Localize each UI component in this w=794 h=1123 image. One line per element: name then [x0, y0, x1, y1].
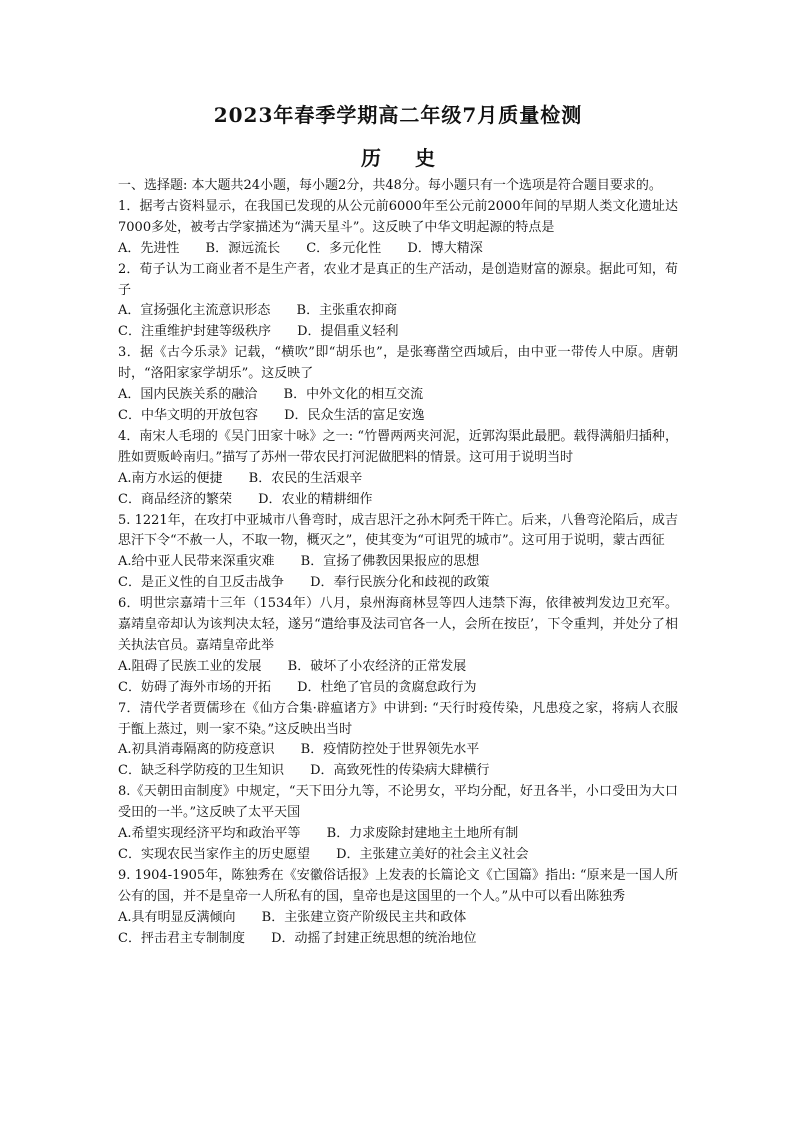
option-d: D．民众生活的富足安逸 — [284, 407, 425, 423]
option-c: C．商品经济的繁荣 — [118, 491, 232, 507]
question-7 — [118, 699, 678, 783]
question-stem: 2．荀子认为工商业者不是生产者，农业才是真正的生产活动，是创造财富的源泉。据此可知，荀子 — [118, 261, 678, 298]
question-stem: 5. 1221年，在攻打中亚城市八鲁弯时，成吉思汗之孙木阿禿干阵亡。后来，八鲁弯沦陷后，成吉思汗下令“不赦一人，不取一物，概灭之”，使其变为“可诅咒的城市”。这可用于说明，蒙古西征 — [118, 512, 678, 549]
option-c: C．实现农民当家作主的历史愿望 — [118, 847, 310, 862]
question-stem: 3．据《古今乐录》记载，“横吹”即“胡乐也”，是张骞凿空西域后，由中亚一带传人中原。唐朝时，“洛阳家家学胡乐”。这反映了 — [118, 345, 678, 382]
exam-page — [118, 102, 678, 950]
option-d: D．农业的精耕细作 — [258, 491, 373, 507]
options-row — [118, 740, 678, 761]
question-4 — [118, 427, 678, 511]
question-6 — [118, 594, 678, 699]
options-row — [118, 239, 678, 260]
question-stem: 4．南宋人毛珝的《吴门田家十咏》之一: “竹罾两两夹河泥，近郭沟渠此最肥。载得满船归插种，胜如贾贩岭南归。”描写了苏州一带农民打河泥做肥料的情景。这可用于说明当时 — [118, 428, 678, 465]
question-stem: 1．据考古资料显示，在我国已发现的从公元前6000年至公元前2000年间的早期人类文化遗址达7000多处，被考古学家描述为“满天星斗”。这反映了中华文明起源的特点是 — [118, 198, 678, 235]
options-row — [118, 761, 678, 782]
options-row — [118, 552, 678, 573]
option-a: A.阻碍了民族工业的发展 — [118, 658, 262, 674]
option-b: B．破坏了小农经济的正常发展 — [287, 658, 467, 674]
option-a: A.给中亚人民带来深重灾难 — [118, 554, 275, 570]
option-a: A.具有明显反满倾向 — [118, 909, 236, 925]
page-title: 2023年春季学期高二年级7月质量检测 — [213, 103, 583, 127]
options-row — [118, 469, 678, 490]
option-c: C．注重维护封建等级秩序 — [118, 324, 271, 340]
question-stem: 9. 1904-1905年，陈独秀在《安徽俗话报》上发表的长篇论文《亡国篇》指出: “原来是一国人所公有的国，并不是皇帝一人所私有的国，皇帝也是这国里的一个人。”从中可以看出陈独秀 — [118, 867, 678, 904]
option-d: D．杜绝了官员的贪腐怠政行为 — [297, 679, 477, 695]
option-c: C．中华文明的开放包容 — [118, 407, 258, 423]
option-b: B．主张重农抑商 — [296, 303, 398, 319]
option-d: D．提倡重义轻利 — [297, 324, 399, 340]
options-row — [118, 322, 678, 343]
option-d: D．博大精深 — [407, 240, 483, 256]
subject-title — [118, 144, 678, 172]
question-stem: 7．清代学者贾儒珍在《仙方合集·辟瘟诸方》中讲到: “天行时疫传染，凡患疫之家，将病人衣服于甑上蒸过，则一家不染。”这反映出当时 — [118, 700, 678, 737]
question-stem: 8.《天朝田亩制度》中规定，“天下田分九等，不论男女，平均分配，好丑各半，小口受田为大口受田的一半。”这反映了太平天国 — [118, 784, 678, 821]
option-a: A．先进性 — [118, 240, 180, 256]
option-c: C．是正义性的自卫反击战争 — [118, 575, 284, 591]
option-c: C．妨碍了海外市场的开拓 — [118, 679, 271, 695]
option-d: D．奉行民族分化和歧视的政策 — [310, 575, 490, 591]
question-9 — [118, 866, 678, 950]
options-row — [118, 678, 678, 699]
option-b: B．主张建立资产阶级民主共和政体 — [261, 909, 467, 925]
options-row — [118, 385, 678, 406]
options-row — [118, 929, 678, 950]
option-c: C．缺乏科学防疫的卫生知识 — [118, 763, 284, 779]
option-b: B．力求废除封建地主土地所有制 — [326, 826, 519, 842]
option-d: D．动摇了封建正统思想的统治地位 — [271, 930, 477, 946]
question-2 — [118, 260, 678, 344]
option-c: C．多元化性 — [306, 240, 382, 256]
option-a: A.南方水运的便捷 — [118, 470, 223, 486]
option-a: A．宣扬强化主流意识形态 — [118, 303, 271, 319]
options-row — [118, 657, 678, 678]
options-row — [118, 490, 678, 511]
options-row — [118, 573, 678, 594]
option-d: D．主张建立美好的社会主义社会 — [336, 847, 529, 862]
options-row — [118, 845, 678, 866]
option-a: A．国内民族关系的融洽 — [118, 387, 258, 403]
question-3 — [118, 343, 678, 427]
option-b: B．源远流长 — [205, 240, 281, 256]
question-5 — [118, 511, 678, 595]
option-b: B．农民的生活艰辛 — [248, 470, 363, 486]
option-a: A.初具消毒隔离的防疫意识 — [118, 742, 275, 758]
option-b: B．疫情防控处于世界领先水平 — [300, 742, 480, 758]
option-c: C．抨击君主专制制度 — [118, 930, 245, 946]
subject-char-2: 史 — [415, 146, 435, 170]
question-1 — [118, 197, 678, 260]
options-row — [118, 406, 678, 427]
option-b: B．宣扬了佛教因果报应的思想 — [300, 554, 480, 570]
options-row — [118, 301, 678, 322]
options-row — [118, 824, 678, 845]
subject-char-1: 历 — [361, 146, 381, 170]
question-stem: 6．明世宗嘉靖十三年（1534年）八月，泉州海商林昱等四人违禁下海，依律被判发边卫充军。嘉靖皇帝却认为该判决太轻，遂另“遣给事及法司官各一人，会所在按臣’，下令重判，并处分了相关执法官员。嘉靖皇帝此举 — [118, 596, 678, 653]
option-d: D．高致死性的传染病大肆横行 — [310, 763, 490, 779]
option-a: A.希望实现经济平均和政治平等 — [118, 826, 301, 842]
options-row — [118, 908, 678, 929]
section-intro: 一、选择题: 本大题共24小题，每小题2分，共48分。每小题只有一个选项是符合题目要求的。 — [118, 178, 662, 193]
option-b: B．中外文化的相互交流 — [283, 387, 424, 403]
question-8 — [118, 782, 678, 866]
